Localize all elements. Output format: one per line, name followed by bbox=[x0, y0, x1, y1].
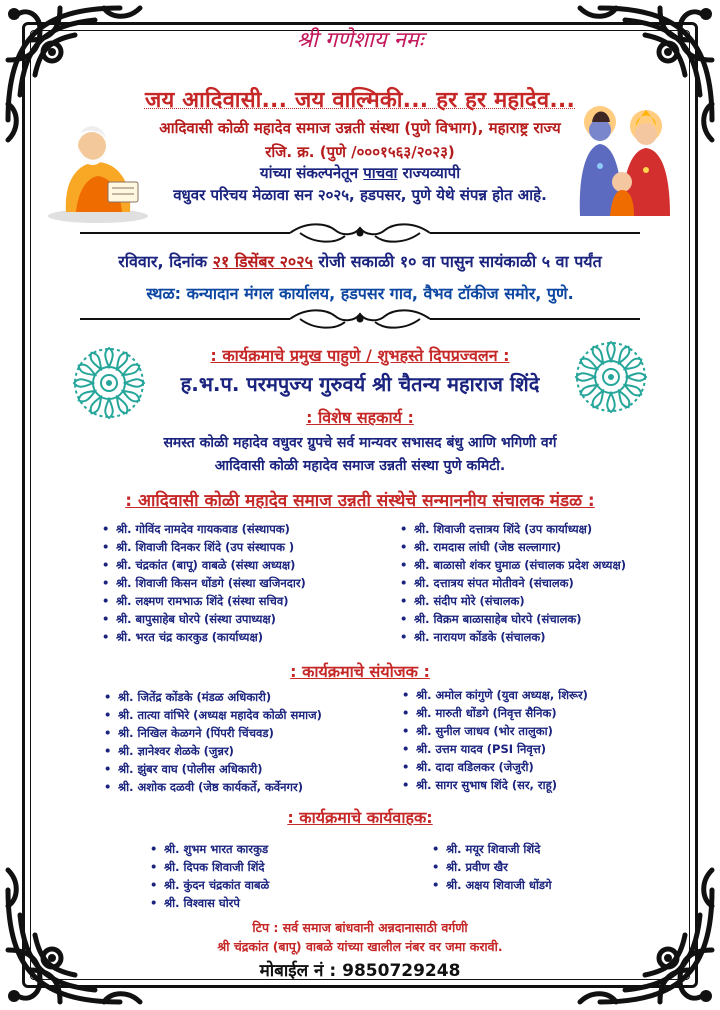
board-heading: : आदिवासी कोळी महादेव समाज उन्नती संस्थेचे सन्माननीय संचालक मंडळ : bbox=[125, 491, 595, 511]
list-item: • श्री. विश्वास घोरपे bbox=[150, 894, 269, 912]
list-item: • श्री. शुभम भारत कारकुड bbox=[150, 840, 269, 858]
list-item: • श्री. बाळासो शंकर घुमाळ (संचालक प्रदेश अध्यक्ष) bbox=[400, 556, 626, 574]
ornamental-divider-icon bbox=[80, 308, 640, 330]
event-date bbox=[0, 250, 720, 272]
list-item: • श्री. जितेंद्र कोंडके (मंडळ अधिकारी) bbox=[104, 688, 322, 706]
executors-list-right bbox=[432, 840, 552, 894]
list-item: • श्री. विक्रम बाळासाहेब घोरपे (संचालक) bbox=[400, 610, 626, 628]
ornamental-divider-icon bbox=[80, 222, 640, 244]
executors-list-left bbox=[150, 840, 269, 912]
list-item: • श्री. संदीप मोरे (संचालक) bbox=[400, 592, 626, 610]
list-item: • श्री. शिवाजी किसन धोंडगे (संस्था खजिनदार) bbox=[102, 574, 306, 592]
invocation-text: श्री गणेशाय नमः bbox=[296, 28, 424, 53]
list-item: • श्री. नारायण कोंडके (संचालक) bbox=[400, 628, 626, 646]
coordinators-list-right bbox=[402, 686, 588, 794]
slogan-heading: जय आदिवासी... जय वाल्मिकी... हर हर महादेव... bbox=[144, 88, 576, 113]
chief-guest-heading: : कार्यक्रमाचे प्रमुख पाहुणे / शुभहस्ते दिपप्रज्वलन : bbox=[210, 346, 510, 365]
list-item: • श्री. सागर सुभाष शिंदे (सर, राहू) bbox=[402, 776, 588, 794]
list-item: • श्री. रामदास लांघी (जेष्ठ सल्लागार) bbox=[400, 538, 626, 556]
executors-heading: : कार्यक्रमाचे कार्यवाहक: bbox=[287, 808, 433, 827]
special-cooperation-line-2: आदिवासी कोळी महादेव समाज उन्नती संस्था पुणे कमिटी. bbox=[214, 458, 506, 474]
list-item: • श्री. मयूर शिवाजी शिंदे bbox=[432, 840, 552, 858]
shiva-parvati-icon bbox=[570, 100, 676, 216]
list-item: • श्री. दादा वडिलकर (जेजुरी) bbox=[402, 758, 588, 776]
list-item: • श्री. लक्ष्मण रामभाऊ शिंदे (संस्था सचिव) bbox=[102, 592, 306, 610]
special-cooperation-line-1: समस्त कोळी महादेव वधुवर ग्रुपचे सर्व मान्यवर सभासद बंधु आणि भगिणी वर्ग bbox=[163, 435, 557, 451]
list-item: • श्री. शिवाजी दिनकर शिंदे (उप संस्थापक ) bbox=[102, 538, 306, 556]
list-item: • श्री. दिपक शिवाजी शिंदे bbox=[150, 858, 269, 876]
list-item: • श्री. अमोल कांगुणे (युवा अध्यक्ष, शिरूर) bbox=[402, 686, 588, 704]
list-item: • श्री. कुंदन चंद्रकांत वाबळे bbox=[150, 876, 269, 894]
registration-number: रजि. क्र. (पुणे /०००१५६३/२०२३) bbox=[265, 143, 455, 161]
mobile-label: मोबाईल नं : bbox=[259, 961, 343, 981]
sage-valmiki-icon bbox=[46, 112, 150, 224]
coordinators-heading: : कार्यक्रमाचे संयोजक : bbox=[290, 662, 430, 681]
list-item: • श्री. चंद्रकांत (बापू) वाबळे (संस्था अध्यक्ष) bbox=[102, 556, 306, 574]
list-item: • श्री. बापुसाहेब घोरपे (संस्था उपाध्यक्ष) bbox=[102, 610, 306, 628]
list-item: • श्री. तात्या वांभिरे (अध्यक्ष महादेव कोळी समाज) bbox=[104, 706, 322, 724]
board-list-right bbox=[400, 520, 626, 646]
donation-note-line-1: टिप : सर्व समाज बांधवानी अन्नदानासाठी वर्गणी bbox=[252, 920, 468, 935]
list-item: • श्री. भरत चंद्र कारकुड (कार्याध्यक्ष) bbox=[102, 628, 306, 646]
initiative-pre: यांच्या संकल्पनेतून bbox=[259, 164, 364, 182]
list-item: • श्री. उत्तम यादव (PSI निवृत्त) bbox=[402, 740, 588, 758]
event-venue: स्थळ: कन्यादान मंगल कार्यालय, हडपसर गाव, वैभव टॉकीज समोर, पुणे. bbox=[146, 284, 574, 303]
organization-name: आदिवासी कोळी महादेव समाज उन्नती संस्था (पुणे विभाग), महाराष्ट्र राज्य bbox=[159, 119, 561, 137]
list-item: • श्री. सुनील जाधव (भोर तालुका) bbox=[402, 722, 588, 740]
board-list-left bbox=[102, 520, 306, 646]
coordinators-list-left bbox=[104, 688, 322, 796]
chief-guest-name: ह.भ.प. परमपुज्य गुरुवर्य श्री चैतन्य महाराज शिंदे bbox=[180, 372, 540, 396]
list-item: • श्री. अक्षय शिवाजी धोंडगे bbox=[432, 876, 552, 894]
list-item: • श्री. झुंबर वाघ (पोलीस अधिकारी) bbox=[104, 760, 322, 778]
list-item: • श्री. मारुती धोंडगे (निवृत्त सैनिक) bbox=[402, 704, 588, 722]
date-post: रोजी सकाळी १० वा पासुन सायंकाळी ५ वा पर्यंत bbox=[312, 252, 602, 271]
list-item: • श्री. गोविंद नामदेव गायकवाड (संस्थापक) bbox=[102, 520, 306, 538]
date-underlined: २१ डिसेंबर २०२५ bbox=[212, 252, 313, 271]
list-item: • श्री. ज्ञानेश्वर शेळके (जुन्नर) bbox=[104, 742, 322, 760]
event-title: वधुवर परिचय मेळावा सन २०२५, हडपसर, पुणे येथे संपन्न होत आहे. bbox=[173, 186, 547, 204]
initiative-post: राज्यव्यापी bbox=[397, 164, 461, 182]
list-item: • श्री. निखिल केळगने (पिंपरी चिंचवड) bbox=[104, 724, 322, 742]
donation-note-line-2: श्री चंद्रकांत (बापू) वाबळे यांच्या खालील नंबर वर जमा करावी. bbox=[217, 939, 503, 954]
list-item: • श्री. अशोक दळवी (जेष्ठ कार्यकर्ते, कर्वेनगर) bbox=[104, 778, 322, 796]
special-cooperation-heading: : विशेष सहकार्य : bbox=[306, 408, 414, 427]
list-item: • श्री. शिवाजी दत्तात्रय शिंदे (उप कार्याध्यक्ष) bbox=[400, 520, 626, 538]
mobile-contact bbox=[0, 958, 720, 981]
list-item: • श्री. प्रवीण खैर bbox=[432, 858, 552, 876]
mobile-number[interactable]: 9850729248 bbox=[342, 961, 461, 981]
initiative-underlined: पाचवा bbox=[363, 164, 398, 182]
list-item: • श्री. दत्तात्रय संपत मोतीवने (संचालक) bbox=[400, 574, 626, 592]
date-pre: रविवार, दिनांक bbox=[118, 252, 213, 271]
